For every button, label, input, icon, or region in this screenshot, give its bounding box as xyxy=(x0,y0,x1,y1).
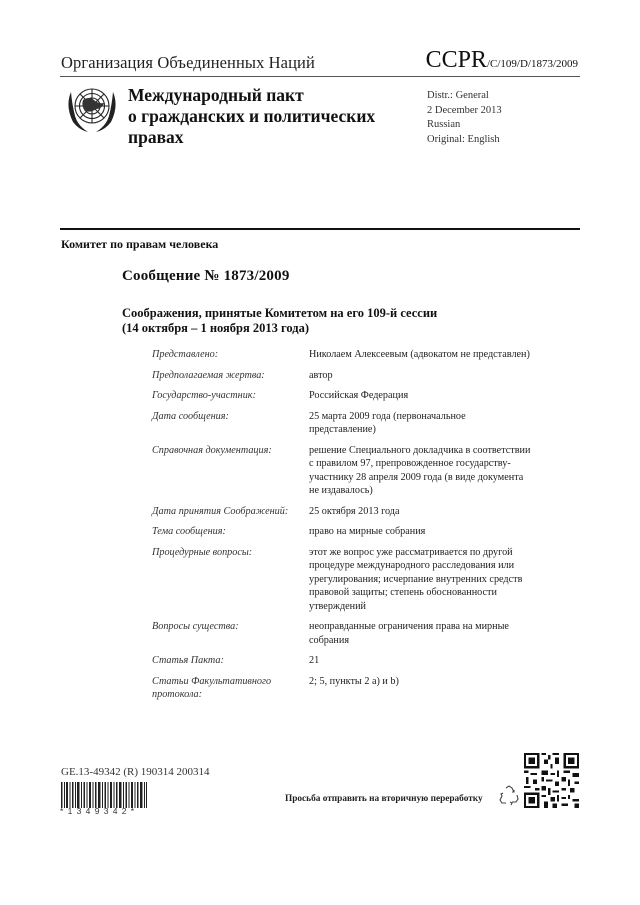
metadata-label: Дата принятия Соображений: xyxy=(152,505,289,517)
un-emblem-icon xyxy=(62,80,122,134)
treaty-title-line: о гражданских и политических xyxy=(128,106,376,126)
metadata-label: Справочная документация: xyxy=(152,444,272,456)
qr-code-icon xyxy=(524,753,579,808)
metadata-row xyxy=(152,369,532,383)
metadata-value: 25 октября 2013 года xyxy=(309,505,400,517)
document-job-code: GE.13-49342 (R) 190314 200314 xyxy=(61,766,210,778)
metadata-label: Процедурные вопросы: xyxy=(152,546,253,558)
metadata-value: неоправданные ограничения права на мирные собрания xyxy=(309,621,509,646)
metadata-label: Статья Пакта: xyxy=(152,655,224,666)
metadata-table xyxy=(152,348,532,709)
views-line: (14 октября – 1 ноября 2013 года) xyxy=(122,321,309,335)
views-heading xyxy=(122,306,437,336)
recycle-notice: Просьба отправить на вторичную переработку xyxy=(285,794,483,804)
distribution-block xyxy=(427,89,502,147)
header-rule xyxy=(60,76,580,77)
committee-name: Комитет по правам человека xyxy=(61,237,219,251)
metadata-row xyxy=(152,654,532,668)
metadata-label: Дата сообщения: xyxy=(152,410,229,422)
metadata-label: Государство-участник: xyxy=(152,390,256,401)
barcode-icon xyxy=(61,782,147,808)
metadata-label: Тема сообщения: xyxy=(152,526,226,537)
metadata-row xyxy=(152,620,532,647)
metadata-row xyxy=(152,525,532,539)
metadata-value: решение Специального докладчика в соответствии с правилом 97, препровожденное государству-участнику 28 апреля 2009 года (в виде документа не издавалось) xyxy=(309,444,531,496)
metadata-row xyxy=(152,410,532,437)
symbol-suffix: /C/109/D/1873/2009 xyxy=(486,58,578,70)
metadata-value: Николаем Алексеевым (адвокатом не представлен) xyxy=(309,349,530,360)
metadata-label: Вопросы существа: xyxy=(152,621,239,632)
symbol-main: CCPR xyxy=(425,47,487,73)
treaty-title-line: правах xyxy=(128,127,184,147)
metadata-row xyxy=(152,389,532,403)
distribution-date: 2 December 2013 xyxy=(427,104,502,116)
treaty-title-line: Международный пакт xyxy=(128,85,304,105)
metadata-row xyxy=(152,444,532,498)
distribution-type: Distr.: General xyxy=(427,90,489,101)
metadata-value: право на мирные собрания xyxy=(309,526,426,537)
communication-title: Сообщение № 1873/2009 xyxy=(122,268,290,284)
organization-name: Организация Объединенных Наций xyxy=(61,53,315,72)
metadata-value: Российская Федерация xyxy=(309,390,409,401)
metadata-value: 2; 5, пункты 2 a) и b) xyxy=(309,675,399,687)
document-symbol xyxy=(426,47,578,74)
metadata-row xyxy=(152,505,532,519)
metadata-row xyxy=(152,675,532,702)
metadata-value: 25 марта 2009 года (первоначальное представление) xyxy=(309,410,466,435)
distribution-language: Russian xyxy=(427,119,461,130)
metadata-value: 21 xyxy=(309,655,320,666)
metadata-value: автор xyxy=(309,369,333,381)
views-line: Соображения, принятые Комитетом на его 109-й сессии xyxy=(122,306,438,320)
metadata-label: Представлено: xyxy=(152,349,219,360)
metadata-row xyxy=(152,546,532,614)
treaty-title xyxy=(128,85,375,148)
metadata-label: Предполагаемая жертва: xyxy=(152,369,265,381)
recycle-icon xyxy=(497,784,521,808)
metadata-row xyxy=(152,348,532,362)
barcode-number: *1349342* xyxy=(60,806,139,816)
metadata-value: этот же вопрос уже рассматривается по другой процедуре международного расследования или урегулирования; исчерпание внутренних средств правовой защиты; степень обоснованности утверждений xyxy=(309,546,523,612)
metadata-label: Статьи Факультативного протокола: xyxy=(152,675,272,700)
distribution-original: Original: English xyxy=(427,133,500,145)
section-rule xyxy=(60,228,580,230)
